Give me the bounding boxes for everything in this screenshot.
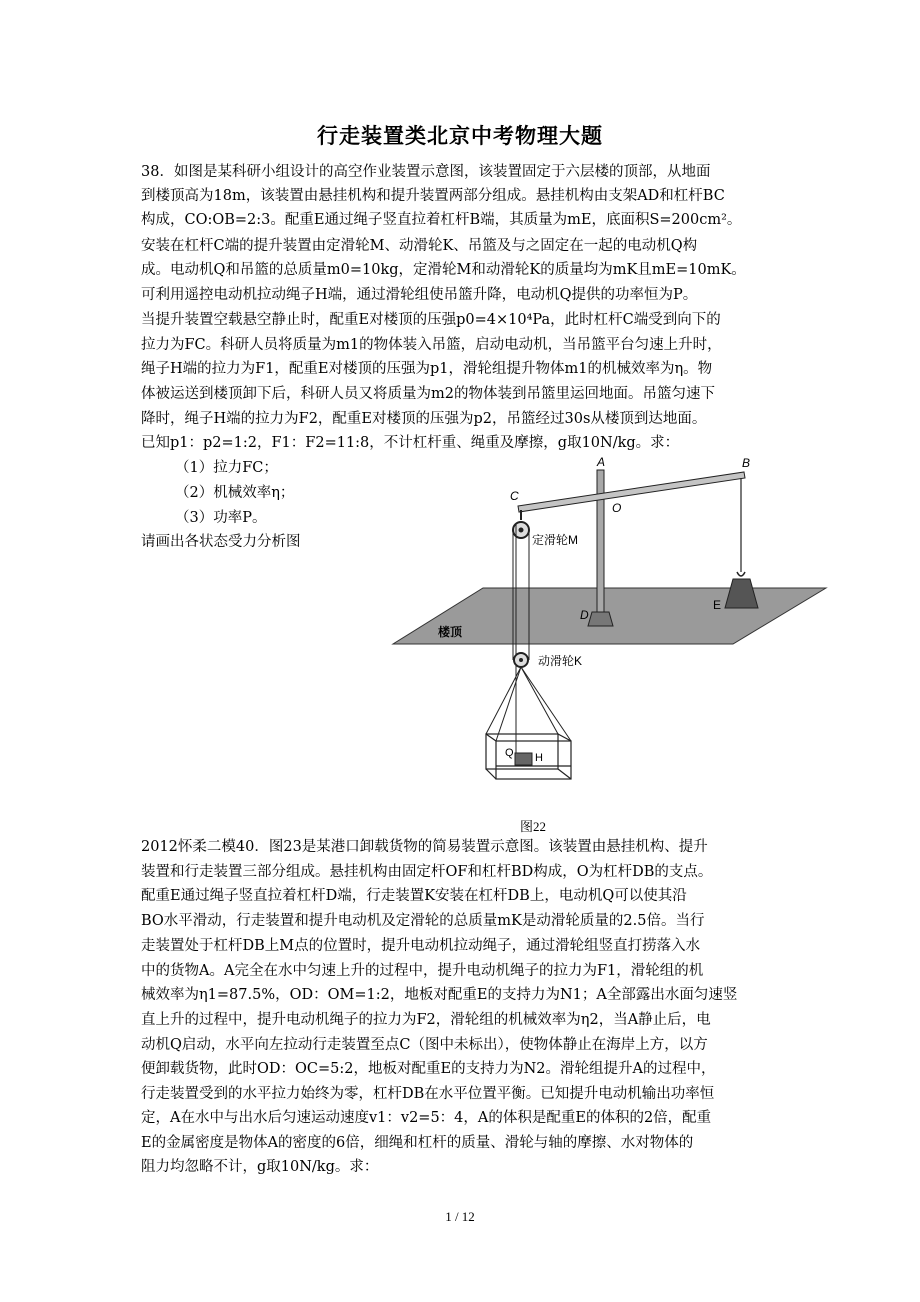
q38-line: 到楼顶高为18m，该装置由悬挂机构和提升装置两部分组成。悬挂机构由支架AD和杠杆BC [141,188,725,204]
label-Q: Q [505,747,514,759]
sub-question-2: （2）机械效率η； [175,485,295,501]
q40-line: 走装置处于杠杆DB上M点的位置时，提升电动机拉动绳子，通过滑轮组竖直打捞落入水 [141,938,701,954]
q40-line: 动机Q启动，水平向左拉动行走装置至点C（图中未标出），使物体静止在海岸上方，以方 [141,1037,708,1053]
q40-line: 中的货物A。A完全在水中匀速上升的过程中，提升电动机绳子的拉力为F1，滑轮组的机 [141,963,704,979]
label-C: C [510,489,519,503]
q40-line: 直上升的过程中，提升电动机绳子的拉力为F2，滑轮组的机械效率为η2，当A静止后，电 [141,1012,711,1028]
movable-pulley-label: 动滑轮K [538,654,583,668]
figure-caption: 图22 [520,819,547,834]
motor-Q [515,753,532,765]
q38-line: 构成，CO:OB=2:3。配重E通过绳子竖直拉着杠杆B端，其质量为mE，底面积S=200cm²。 [141,212,742,228]
page-number: 1 / 12 [445,1209,475,1224]
q40-line: 定，A在水中与出水后匀速运动速度v1：v2=5：4，A的体积是配重E的体积的2倍，配重 [141,1110,712,1126]
q38-line: 当提升装置空载悬空静止时，配重E对楼顶的压强p0=4×10⁴Pa，此时杠杆C端受到向下的 [141,312,721,328]
q40-line: 械效率为η1=87.5%，OD：OM=1:2，地板对配重E的支持力为N1；A全部露出水面匀速竖 [141,987,738,1003]
page-title: 行走装置类北京中考物理大题 [317,123,603,148]
q38-line: 已知p1：p2=1:2，F1：F2=11:8，不计杠杆重、绳重及摩擦，g取10N/kg。求： [141,435,680,451]
q38-line: 绳子H端的拉力为F1，配重E对楼顶的压强为p1，滑轮组提升物体m1的机械效率为η。物 [141,361,713,377]
support-base-D [588,612,613,626]
q38-line: 降时，绳子H端的拉力为F2，配重E对楼顶的压强为p2，吊篮经过30s从楼顶到达地面。 [141,411,707,427]
counterweight-E [725,579,758,608]
q38-line: 可利用遥控电动机拉动绳子H端，通过滑轮组使吊篮升降，电动机Q提供的功率恒为P。 [141,287,698,303]
q38-line: 38．如图是某科研小组设计的高空作业装置示意图，该装置固定于六层楼的顶部，从地面 [141,164,711,180]
support-AD [597,470,604,620]
label-E: E [713,598,722,612]
sub-question-1: （1）拉力FC； [175,460,278,476]
q38-line: 成。电动机Q和吊篮的总质量m0=10kg，定滑轮M和动滑轮K的质量均为mK且mE=10mK。 [141,262,746,278]
q40-line: E的金属密度是物体A的密度的6倍，细绳和杠杆的质量、滑轮与轴的摩擦、水对物体的 [141,1135,694,1151]
roof-label: 楼顶 [438,625,463,639]
q40-line: 便卸载货物，此时OD：OC=5:2，地板对配重E的支持力为N2。滑轮组提升A的过程中， [141,1061,716,1077]
label-H: H [535,752,543,764]
label-O: O [612,501,622,515]
label-B: B [742,456,751,470]
q40-line: BO水平滑动，行走装置和提升电动机及定滑轮的总质量mK是动滑轮质量的2.5倍。当行 [141,913,705,929]
q40-line: 2012怀柔二模40．图23是某港口卸载货物的简易装置示意图。该装置由悬挂机构、提升 [141,839,708,855]
figure-22-diagram [388,454,838,804]
label-D: D [580,608,589,622]
q40-line: 配重E通过绳子竖直拉着杠杆D端，行走装置K安装在杠杆DB上，电动机Q可以使其沿 [141,888,687,904]
label-A: A [597,455,606,469]
q40-line: 行走装置受到的水平拉力始终为零，杠杆DB在水平位置平衡。已知提升电动机输出功率恒 [141,1086,715,1102]
sub-question-3: （3）功率P。 [175,510,267,526]
q38-line: 安装在杠杆C端的提升装置由定滑轮M、动滑轮K、吊篮及与之固定在一起的电动机Q构 [141,238,698,254]
q40-line: 装置和行走装置三部分组成。悬挂机构由固定杆OF和杠杆BD构成，O为杠杆DB的支点。 [141,864,713,880]
force-diagram-instruction: 请画出各状态受力分析图 [141,534,301,550]
fixed-pulley-label: 定滑轮M [532,533,578,547]
q38-line: 拉力为FC。科研人员将质量为m1的物体装入吊篮，启动电动机，当吊篮平台匀速上升时， [141,337,722,353]
q40-line: 阻力均忽略不计，g取10N/kg。求： [141,1159,379,1175]
lever-BC [518,472,745,512]
hook-E [737,572,745,576]
q38-line: 体被运送到楼顶卸下后，科研人员又将质量为m2的物体装到吊篮里运回地面。吊篮匀速下 [141,386,715,402]
